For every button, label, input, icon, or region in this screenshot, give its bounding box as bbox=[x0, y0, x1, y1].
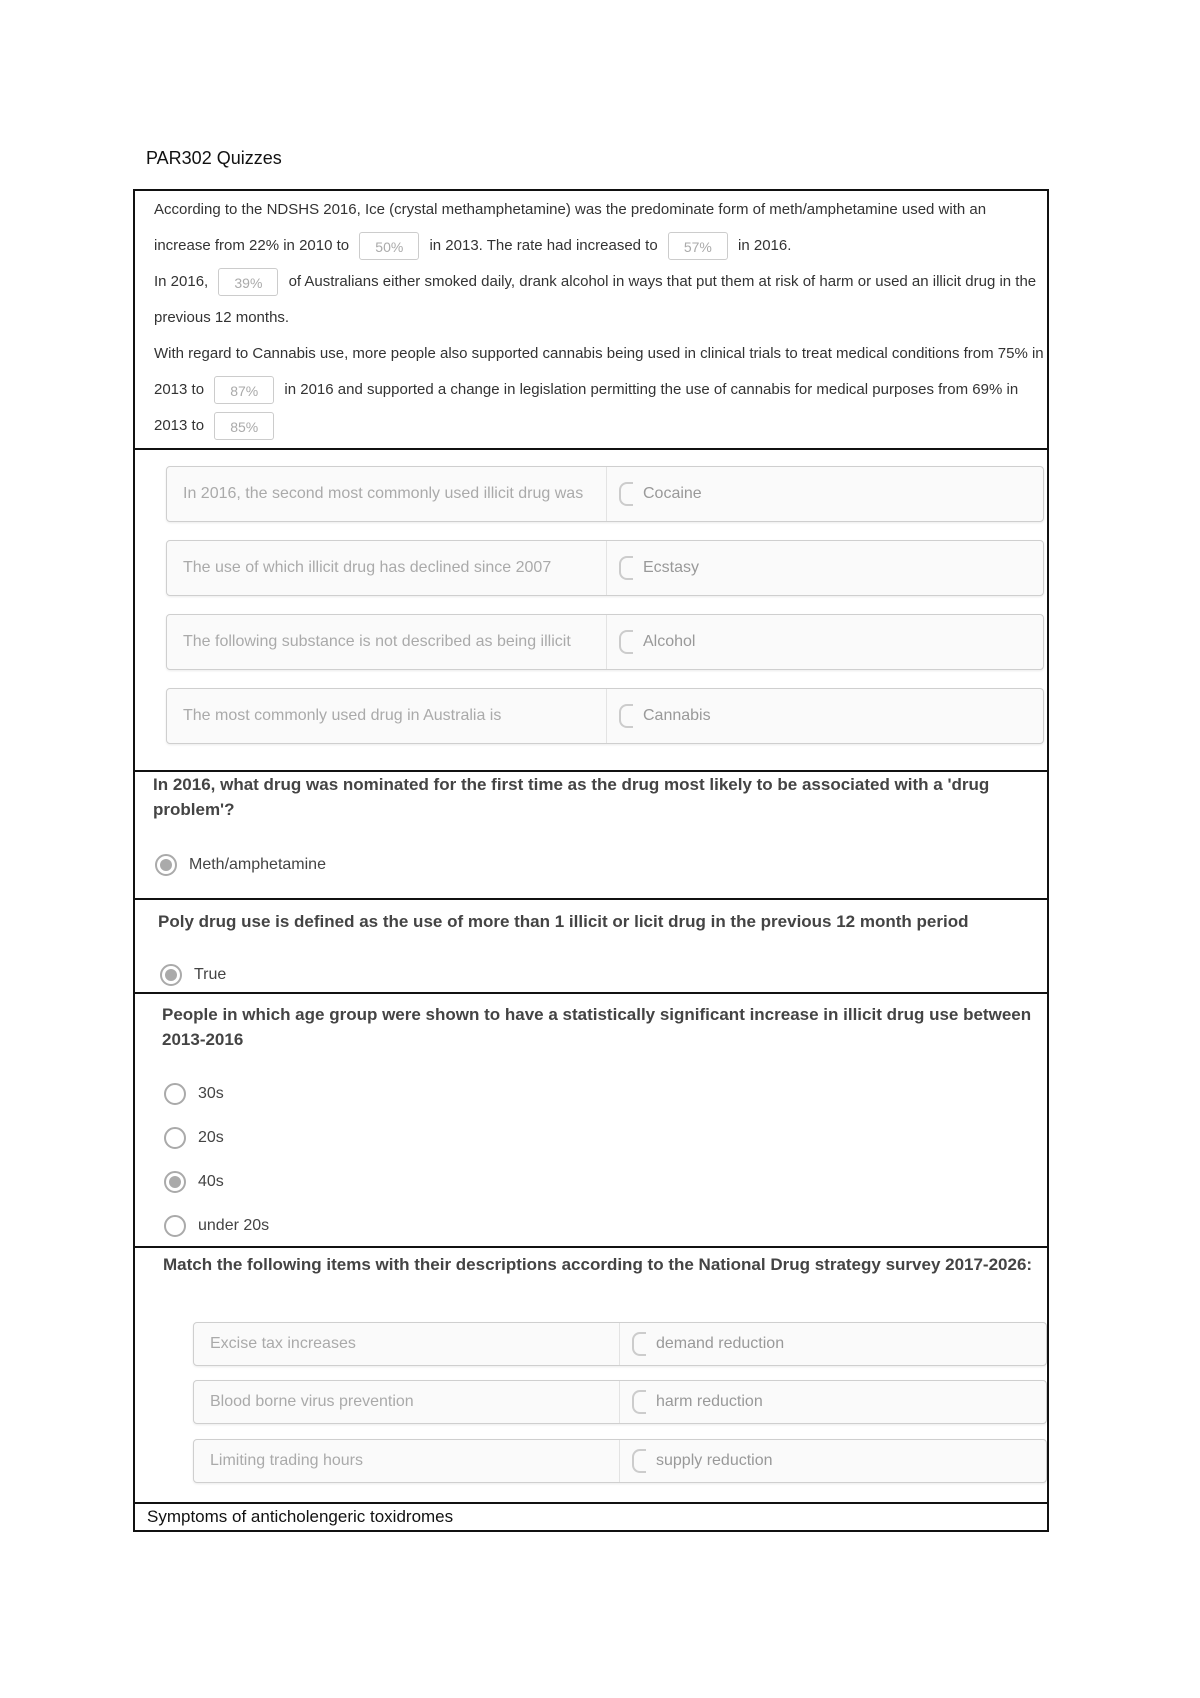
radio-option[interactable] bbox=[164, 1127, 224, 1149]
radio-selected-icon[interactable] bbox=[155, 854, 177, 876]
option-label: Meth/amphetamine bbox=[189, 856, 326, 873]
option-label: 20s bbox=[198, 1129, 224, 1146]
radio-unselected-icon[interactable] bbox=[164, 1127, 186, 1149]
match-row[interactable] bbox=[166, 466, 1044, 522]
radio-option[interactable] bbox=[155, 854, 326, 876]
match-answer: Alcohol bbox=[643, 633, 696, 650]
fill-text: With regard to Cannabis use, more people also supported cannabis being used in clinical trials to treat medical conditions from 75% in 2013 to bbox=[154, 345, 1044, 398]
answer-blank[interactable]: 57% bbox=[668, 232, 728, 260]
drag-handle-icon[interactable] bbox=[619, 704, 633, 728]
divider bbox=[133, 992, 1049, 994]
answer-blank[interactable]: 87% bbox=[214, 376, 274, 404]
drag-handle-icon[interactable] bbox=[632, 1390, 646, 1414]
answer-blank[interactable]: 39% bbox=[218, 268, 278, 296]
radio-unselected-icon[interactable] bbox=[164, 1215, 186, 1237]
match-row[interactable] bbox=[166, 614, 1044, 670]
option-label: 40s bbox=[198, 1173, 224, 1190]
divider bbox=[133, 1246, 1049, 1248]
match-prompt: Excise tax increases bbox=[194, 1323, 620, 1365]
drag-handle-icon[interactable] bbox=[619, 556, 633, 580]
match-prompt: Limiting trading hours bbox=[194, 1440, 620, 1482]
option-label: under 20s bbox=[198, 1217, 270, 1234]
doc-title: PAR302 Quizzes bbox=[146, 148, 282, 168]
match-prompt: The following substance is not described as being illicit bbox=[167, 615, 607, 669]
radio-unselected-icon[interactable] bbox=[164, 1083, 186, 1105]
match-answer: Cannabis bbox=[643, 707, 711, 724]
match-prompt: The use of which illicit drug has declined since 2007 bbox=[167, 541, 607, 595]
radio-selected-icon[interactable] bbox=[160, 964, 182, 986]
drag-handle-icon[interactable] bbox=[619, 630, 633, 654]
divider bbox=[133, 898, 1049, 900]
match-row[interactable] bbox=[166, 688, 1044, 744]
match-answer: Cocaine bbox=[643, 485, 702, 502]
fill-in-blanks-question bbox=[154, 192, 1044, 444]
question-text: Match the following items with their descriptions according to the National Drug strategy survey 2017-2026: bbox=[163, 1255, 1033, 1274]
drag-handle-icon[interactable] bbox=[619, 482, 633, 506]
match-answer: supply reduction bbox=[656, 1452, 773, 1469]
radio-option[interactable] bbox=[164, 1171, 224, 1193]
radio-option[interactable] bbox=[164, 1083, 224, 1105]
fill-text: In 2016, bbox=[154, 273, 209, 290]
section-heading: Symptoms of anticholengeric toxidromes bbox=[133, 1502, 1049, 1532]
fill-text: in 2016. bbox=[738, 237, 792, 254]
match-row[interactable] bbox=[193, 1322, 1047, 1366]
match-row[interactable] bbox=[193, 1380, 1047, 1424]
match-row[interactable] bbox=[193, 1439, 1047, 1483]
question-text: Poly drug use is defined as the use of more than 1 illicit or licit drug in the previous 12 month period bbox=[158, 912, 969, 931]
radio-selected-icon[interactable] bbox=[164, 1171, 186, 1193]
fill-text: of Australians either smoked daily, drank alcohol in ways that put them at risk of harm or used an illicit drug in the previous 12 months. bbox=[154, 273, 1037, 326]
divider bbox=[133, 189, 1049, 191]
fill-text: in 2016 and supported a change in legislation permitting the use of cannabis for medical purposes from 69% in 2013 to bbox=[154, 381, 1019, 434]
divider bbox=[133, 448, 1049, 450]
match-prompt: In 2016, the second most commonly used illicit drug was bbox=[167, 467, 607, 521]
fill-text: in 2013. The rate had increased to bbox=[429, 237, 658, 254]
option-label: 30s bbox=[198, 1085, 224, 1102]
match-prompt: The most commonly used drug in Australia is bbox=[167, 689, 607, 743]
match-answer: Ecstasy bbox=[643, 559, 700, 576]
match-row[interactable] bbox=[166, 540, 1044, 596]
match-answer: demand reduction bbox=[656, 1335, 785, 1352]
drag-handle-icon[interactable] bbox=[632, 1449, 646, 1473]
match-prompt: Blood borne virus prevention bbox=[194, 1381, 620, 1423]
question-text: People in which age group were shown to have a statistically significant increase in illicit drug use between 2013-2016 bbox=[162, 1005, 1032, 1049]
radio-option[interactable] bbox=[164, 1215, 269, 1237]
answer-blank[interactable]: 85% bbox=[214, 412, 274, 440]
radio-option[interactable] bbox=[160, 964, 226, 986]
drag-handle-icon[interactable] bbox=[632, 1332, 646, 1356]
match-answer: harm reduction bbox=[656, 1393, 763, 1410]
question-text: In 2016, what drug was nominated for the first time as the drug most likely to be associated with a 'drug problem'? bbox=[153, 775, 990, 819]
answer-blank[interactable]: 50% bbox=[359, 232, 419, 260]
option-label: True bbox=[194, 966, 227, 983]
fill-text: According to the NDSHS 2016, Ice (crystal methamphetamine) was the predominate form of meth/amphetamine used with an increase from 22% in 2010 to bbox=[154, 201, 987, 254]
